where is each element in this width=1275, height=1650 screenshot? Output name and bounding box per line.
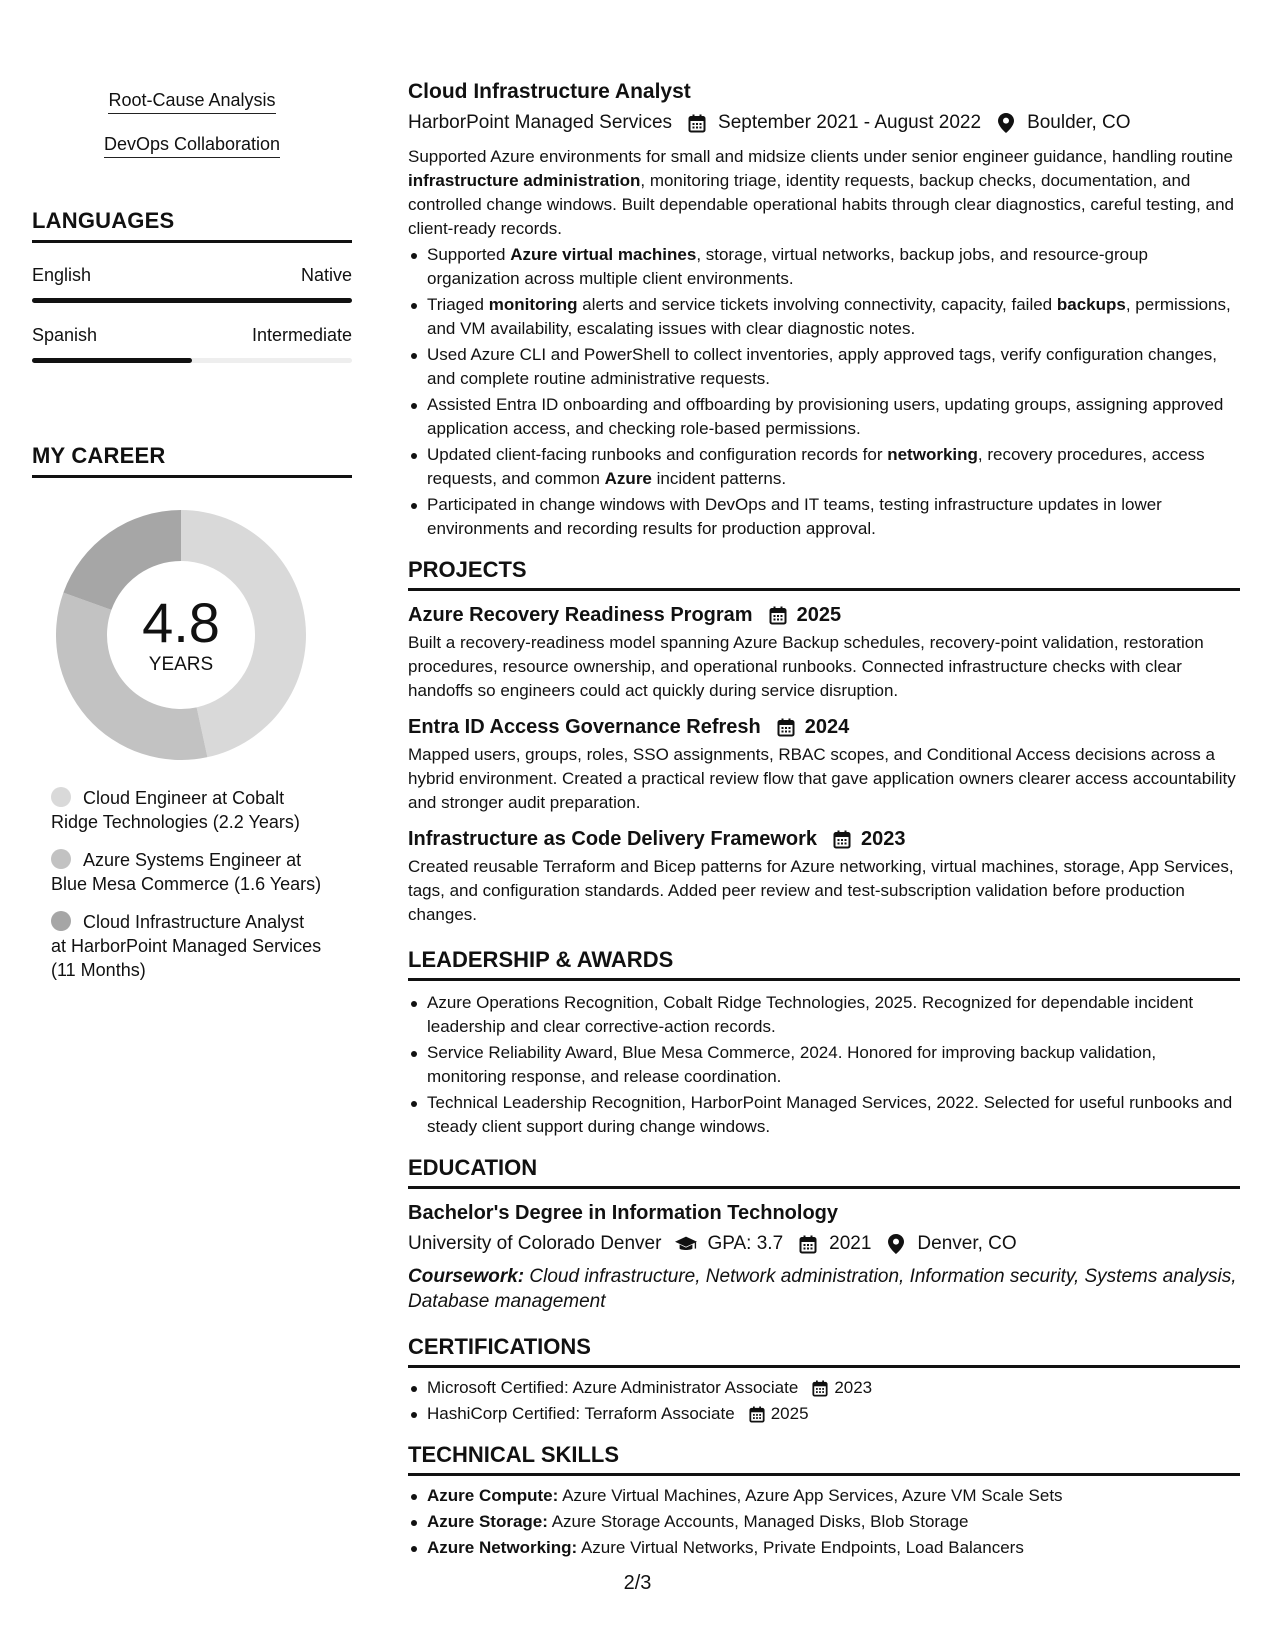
certification-item	[408, 1376, 1240, 1400]
legend-dot-icon	[51, 911, 71, 931]
language-bar-fill	[32, 358, 192, 363]
project-title-row	[408, 825, 1240, 853]
job-bullet	[408, 393, 1240, 441]
career-donut-chart	[56, 510, 306, 760]
award-item: Azure Operations Recognition, Cobalt Ridge Technologies, 2025. Recognized for dependable incident leadership and clear corrective-action records.	[408, 991, 1240, 1039]
school-name: University of Colorado Denver	[408, 1233, 662, 1254]
job-bullet	[408, 443, 1240, 491]
language-bar	[32, 298, 352, 303]
project-title-row	[408, 601, 1240, 629]
skill-item	[408, 1484, 1240, 1508]
text-run: , permissions, and VM availability, escalating issues with clear diagnostic notes.	[427, 295, 1231, 338]
project-item	[408, 713, 1240, 815]
project-name: Azure Recovery Readiness Program	[408, 604, 753, 626]
donut-center	[56, 510, 306, 760]
certification-year: 2025	[770, 1404, 809, 1423]
certification-name: Microsoft Certified: Azure Administrator Associate	[427, 1378, 799, 1397]
school-location: Denver, CO	[917, 1233, 1017, 1254]
job-bullet	[408, 343, 1240, 391]
skill-item	[408, 1510, 1240, 1534]
job-bullets	[408, 243, 1240, 541]
job-bullet	[408, 493, 1240, 541]
job-summary	[408, 145, 1240, 241]
text-run: , monitoring triage, identity requests, backup checks, documentation, and controlled change windows. Built dependable operational habits through clear diagnostics, careful testing, and client-ready records.	[408, 171, 1234, 238]
calendar-icon	[767, 604, 789, 626]
project-description: Mapped users, groups, roles, SSO assignments, RBAC scopes, and Conditional Access decisions across a hybrid environment. Created a practical review flow that gave application owners clearer access accountability and stronger audit preparation.	[408, 745, 1236, 812]
language-bar	[32, 358, 352, 363]
language-level: Native	[300, 265, 352, 285]
text-run: , recovery procedures, access requests, and common	[427, 445, 1205, 488]
awards-list	[408, 991, 1240, 1139]
skill-tag: DevOps Collaboration	[104, 132, 280, 158]
language-name: Spanish	[32, 325, 98, 345]
projects-heading: PROJECTS	[408, 557, 1240, 591]
award-item: Technical Leadership Recognition, HarborPoint Managed Services, 2022. Selected for useful runbooks and steady client support during change windows.	[408, 1091, 1240, 1139]
language-level: Intermediate	[251, 325, 352, 345]
skill-item	[408, 1536, 1240, 1560]
project-title-row	[408, 713, 1240, 741]
calendar-icon	[686, 112, 708, 134]
project-item	[408, 601, 1240, 703]
career-role-label: Azure Systems Engineer at Blue Mesa Commerce (1.6 Years)	[51, 850, 322, 894]
project-year: 2024	[804, 716, 850, 738]
languages-heading: LANGUAGES	[32, 208, 352, 243]
bold-keyword: backups	[1056, 295, 1126, 314]
project-item	[408, 825, 1240, 927]
text-run: Triaged	[427, 295, 489, 314]
skill-category: Azure Storage:	[427, 1512, 548, 1531]
skill-values: Azure Virtual Networks, Private Endpoints, Load Balancers	[577, 1538, 1024, 1557]
language-bar-fill	[32, 298, 352, 303]
technical-skills-list	[408, 1484, 1240, 1560]
location-pin-icon	[885, 1233, 907, 1255]
graduation-cap-icon	[675, 1233, 697, 1255]
text-run: Assisted Entra ID onboarding and offboarding by provisioning users, updating groups, assigning approved application access, and checking role-based permissions.	[427, 395, 1224, 438]
bold-keyword: infrastructure administration	[408, 171, 641, 190]
job-dates: September 2021 - August 2022	[718, 112, 982, 133]
right-column	[408, 78, 1240, 1562]
project-description: Created reusable Terraform and Bicep patterns for Azure networking, virtual machines, storage, App Services, tags, and configuration standards. Added peer review and test-subscription validation before production changes.	[408, 857, 1234, 924]
project-name: Infrastructure as Code Delivery Framework	[408, 828, 818, 850]
job-meta	[408, 109, 1240, 137]
bold-keyword: monitoring	[488, 295, 578, 314]
calendar-icon	[810, 1378, 830, 1398]
text-run: Updated client-facing runbooks and configuration records for	[427, 445, 888, 464]
coursework-label: Coursework:	[408, 1266, 525, 1287]
text-run: alerts and service tickets involving connectivity, capacity, failed	[577, 295, 1057, 314]
job-company: HarborPoint Managed Services	[408, 112, 673, 133]
text-run: Supported Azure environments for small and midsize clients under senior engineer guidance, handling routine	[408, 147, 1233, 166]
language-name: English	[32, 265, 92, 285]
career-role-label: Cloud Infrastructure Analyst at HarborPoint Managed Services (11 Months)	[51, 912, 322, 980]
certifications-heading: CERTIFICATIONS	[408, 1334, 1240, 1368]
skill-values: Azure Virtual Machines, Azure App Services, Azure VM Scale Sets	[558, 1486, 1063, 1505]
award-item: Service Reliability Award, Blue Mesa Commerce, 2024. Honored for improving backup validation, monitoring response, and release coordination.	[408, 1041, 1240, 1089]
technical-skills-heading: TECHNICAL SKILLS	[408, 1442, 1240, 1476]
certification-name: HashiCorp Certified: Terraform Associate	[427, 1404, 735, 1423]
calendar-icon	[775, 716, 797, 738]
text-run: Supported	[427, 245, 511, 264]
career-role-label: Cloud Engineer at Cobalt Ridge Technologies (2.2 Years)	[51, 788, 300, 832]
project-year: 2025	[796, 604, 842, 626]
degree-title: Bachelor's Degree in Information Technology	[408, 1202, 839, 1224]
calendar-icon	[797, 1233, 819, 1255]
certification-year: 2023	[834, 1378, 873, 1397]
skill-tag: Root-Cause Analysis	[108, 88, 275, 114]
bold-keyword: Azure	[604, 469, 652, 488]
job-title: Cloud Infrastructure Analyst	[408, 80, 691, 103]
career-heading: MY CAREER	[32, 443, 352, 478]
calendar-icon	[831, 828, 853, 850]
location-pin-icon	[995, 112, 1017, 134]
text-run: , storage, virtual networks, backup jobs, and resource-group organization across multiple client environments.	[427, 245, 1148, 288]
coursework	[408, 1264, 1240, 1314]
career-total-unit: YEARS	[148, 654, 214, 675]
text-run: incident patterns.	[651, 469, 787, 488]
skill-category: Azure Compute:	[427, 1486, 559, 1505]
page-number: 2/3	[623, 1572, 652, 1594]
coursework-list: Cloud infrastructure, Network administration, Information security, Systems analysis, Database management	[408, 1266, 1237, 1312]
career-legend-item	[51, 848, 322, 896]
gpa: GPA: 3.7	[707, 1233, 784, 1254]
career-legend	[32, 786, 322, 982]
job-bullet	[408, 293, 1240, 341]
certifications-list	[408, 1376, 1240, 1426]
awards-heading: LEADERSHIP & AWARDS	[408, 947, 1240, 981]
skill-values: Azure Storage Accounts, Managed Disks, Blob Storage	[547, 1512, 969, 1531]
education-meta	[408, 1230, 1240, 1258]
job-bullet	[408, 243, 1240, 291]
text-run: Used Azure CLI and PowerShell to collect inventories, apply approved tags, verify configuration changes, and complete routine administrative requests.	[427, 345, 1218, 388]
projects-list	[408, 601, 1240, 927]
graduation-year: 2021	[829, 1233, 872, 1254]
job-entry	[408, 78, 1240, 541]
career-legend-item	[51, 786, 322, 834]
project-name: Entra ID Access Governance Refresh	[408, 716, 761, 738]
education-heading: EDUCATION	[408, 1155, 1240, 1189]
job-location: Boulder, CO	[1027, 112, 1131, 133]
bold-keyword: Azure virtual machines	[510, 245, 697, 264]
career-total-years: 4.8	[142, 591, 220, 654]
text-run: Participated in change windows with DevOps and IT teams, testing infrastructure updates in lower environments and recording results for production approval.	[427, 495, 1162, 538]
project-description: Built a recovery-readiness model spanning Azure Backup schedules, recovery-point validation, restoration procedures, resource ownership, and operational runbooks. Connected infrastructure checks with clear handoffs so engineers could act quickly during service disruption.	[408, 633, 1204, 700]
bold-keyword: networking	[887, 445, 978, 464]
skill-category: Azure Networking:	[427, 1538, 578, 1557]
certification-item	[408, 1402, 1240, 1426]
legend-dot-icon	[51, 787, 71, 807]
left-column	[32, 80, 352, 996]
legend-dot-icon	[51, 849, 71, 869]
calendar-icon	[747, 1404, 767, 1424]
language-item	[32, 325, 352, 363]
language-item	[32, 265, 352, 303]
project-year: 2023	[861, 828, 906, 850]
career-legend-item	[51, 910, 322, 982]
